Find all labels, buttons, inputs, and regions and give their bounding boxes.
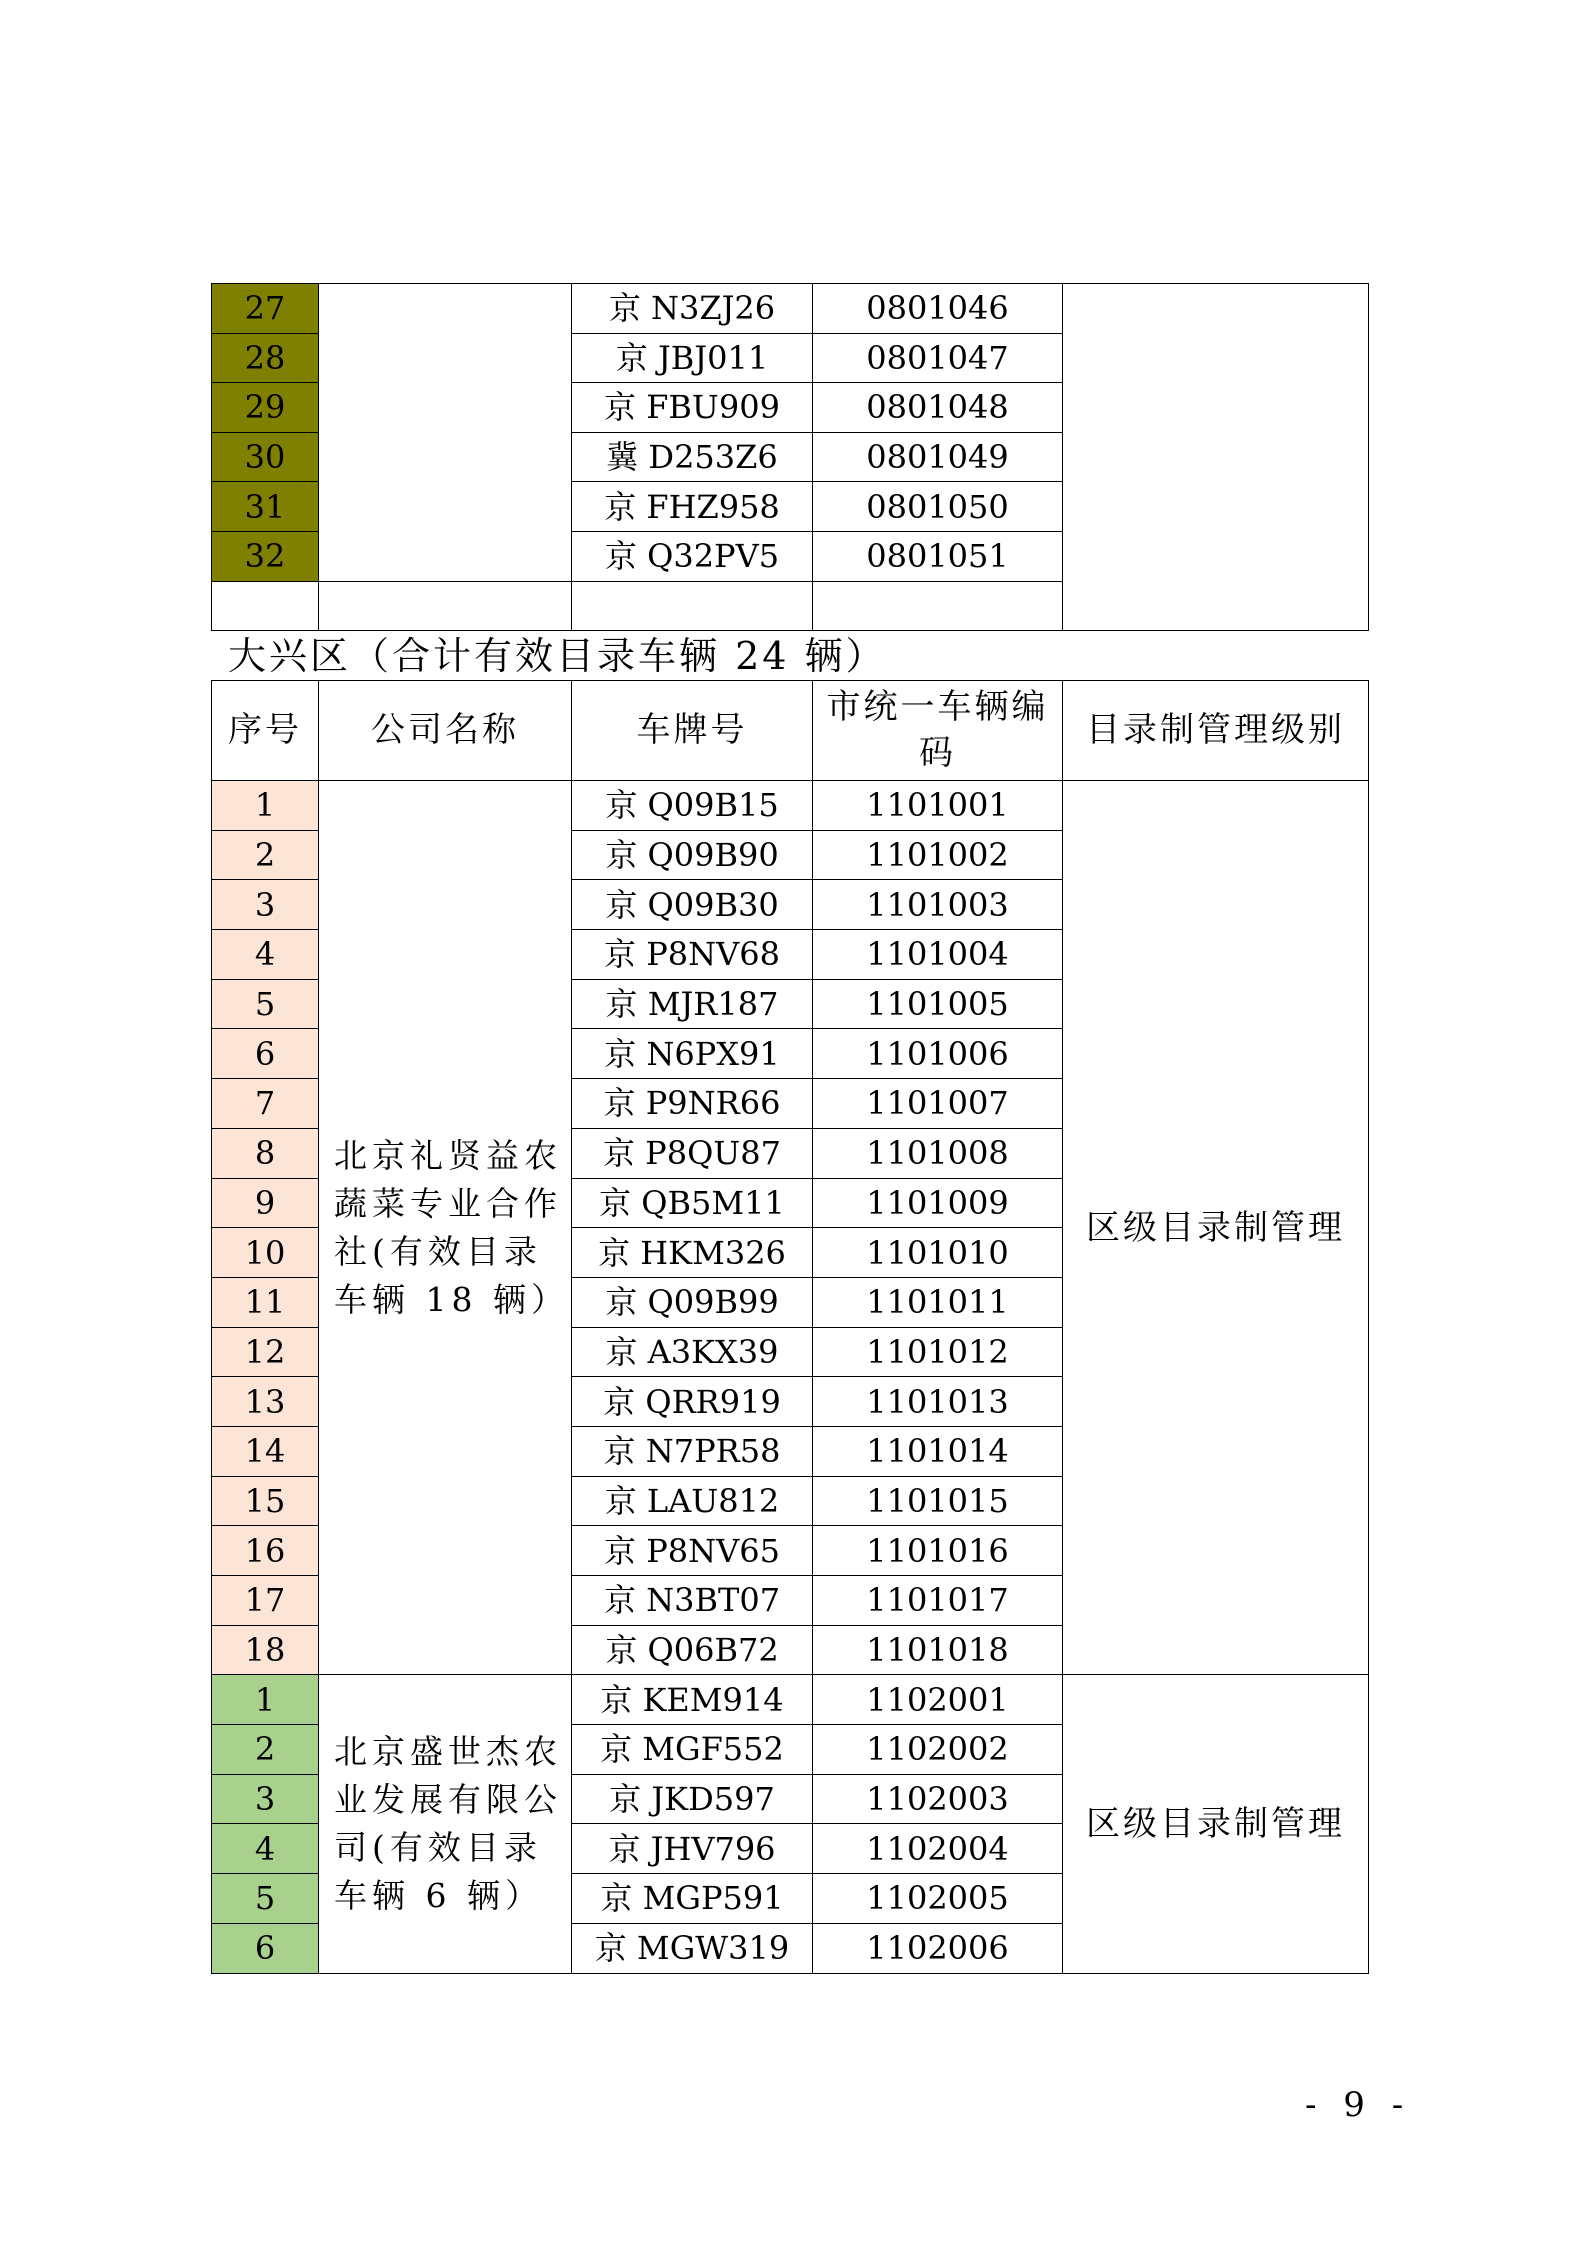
table-row — [212, 781, 1369, 831]
plate-cell: 京 N7PR58 — [572, 1426, 813, 1476]
vehicle-code-cell: 1101012 — [813, 1327, 1063, 1377]
seq-cell: 29 — [212, 383, 319, 433]
vehicle-code-cell: 1101007 — [813, 1079, 1063, 1129]
seq-cell: 32 — [212, 531, 319, 581]
vehicle-code-cell: 0801048 — [813, 383, 1063, 433]
seq-cell: 18 — [212, 1625, 319, 1675]
vehicle-code-cell: 1101010 — [813, 1228, 1063, 1278]
vehicle-code-cell: 0801049 — [813, 432, 1063, 482]
seq-cell — [212, 581, 319, 631]
plate-cell: 京 JHV796 — [572, 1824, 813, 1874]
seq-cell: 4 — [212, 930, 319, 980]
plate-cell: 京 LAU812 — [572, 1476, 813, 1526]
vehicle-code-cell: 1101011 — [813, 1277, 1063, 1327]
header-company: 公司名称 — [319, 681, 572, 781]
vehicle-code-cell: 1101014 — [813, 1426, 1063, 1476]
plate-cell: 京 N6PX91 — [572, 1029, 813, 1079]
seq-cell: 5 — [212, 979, 319, 1029]
vehicle-code-cell — [813, 581, 1063, 631]
header-plate: 车牌号 — [572, 681, 813, 781]
continued-vehicle-table — [211, 283, 1369, 631]
header-seq: 序号 — [212, 681, 319, 781]
page-number: - 9 - — [1305, 2085, 1412, 2125]
plate-cell: 京 FHZ958 — [572, 482, 813, 532]
vehicle-code-cell: 1102001 — [813, 1675, 1063, 1725]
seq-cell: 1 — [212, 781, 319, 831]
plate-cell: 京 P8NV68 — [572, 930, 813, 980]
table-row — [212, 1675, 1369, 1725]
seq-cell: 5 — [212, 1874, 319, 1924]
plate-cell: 冀 D253Z6 — [572, 432, 813, 482]
company-name-cell: 北京盛世杰农业发展有限公司(有效目录车辆 6 辆） — [319, 1675, 572, 1973]
plate-cell — [572, 581, 813, 631]
seq-cell: 13 — [212, 1377, 319, 1427]
seq-cell: 8 — [212, 1128, 319, 1178]
vehicle-code-cell: 1101008 — [813, 1128, 1063, 1178]
seq-cell: 14 — [212, 1426, 319, 1476]
vehicle-code-cell: 1101001 — [813, 781, 1063, 831]
seq-cell: 3 — [212, 880, 319, 930]
vehicle-code-cell: 1102005 — [813, 1874, 1063, 1924]
vehicle-code-cell: 0801050 — [813, 482, 1063, 532]
seq-cell: 11 — [212, 1277, 319, 1327]
vehicle-code-cell: 1102004 — [813, 1824, 1063, 1874]
seq-cell: 10 — [212, 1228, 319, 1278]
table-header-row — [212, 681, 1369, 781]
seq-cell: 27 — [212, 284, 319, 334]
seq-cell: 12 — [212, 1327, 319, 1377]
vehicle-code-cell: 1101018 — [813, 1625, 1063, 1675]
daxing-vehicle-table — [211, 680, 1369, 1974]
vehicle-code-cell: 1101005 — [813, 979, 1063, 1029]
plate-cell: 京 JKD597 — [572, 1774, 813, 1824]
vehicle-code-cell: 1101002 — [813, 830, 1063, 880]
vehicle-code-cell: 1101017 — [813, 1576, 1063, 1626]
table-row — [212, 284, 1369, 334]
plate-cell: 京 MJR187 — [572, 979, 813, 1029]
header-code: 市统一车辆编码 — [813, 681, 1063, 781]
vehicle-code-cell: 1101013 — [813, 1377, 1063, 1427]
plate-cell: 京 KEM914 — [572, 1675, 813, 1725]
seq-cell: 9 — [212, 1178, 319, 1228]
seq-cell: 28 — [212, 333, 319, 383]
header-level: 目录制管理级别 — [1063, 681, 1369, 781]
plate-cell: 京 FBU909 — [572, 383, 813, 433]
seq-cell: 16 — [212, 1526, 319, 1576]
vehicle-code-cell: 0801046 — [813, 284, 1063, 334]
vehicle-code-cell: 1101016 — [813, 1526, 1063, 1576]
management-level-cell: 区级目录制管理 — [1063, 1675, 1369, 1973]
level-cell — [1063, 284, 1369, 631]
seq-cell: 31 — [212, 482, 319, 532]
plate-cell: 京 A3KX39 — [572, 1327, 813, 1377]
plate-cell: 京 MGP591 — [572, 1874, 813, 1924]
seq-cell: 6 — [212, 1029, 319, 1079]
seq-cell: 30 — [212, 432, 319, 482]
seq-cell: 3 — [212, 1774, 319, 1824]
plate-cell: 京 N3ZJ26 — [572, 284, 813, 334]
plate-cell: 京 Q06B72 — [572, 1625, 813, 1675]
plate-cell: 京 Q32PV5 — [572, 531, 813, 581]
plate-cell: 京 QB5M11 — [572, 1178, 813, 1228]
plate-cell: 京 JBJ011 — [572, 333, 813, 383]
plate-cell: 京 Q09B99 — [572, 1277, 813, 1327]
company-name-cell: 北京礼贤益农蔬菜专业合作社(有效目录车辆 18 辆） — [319, 781, 572, 1675]
vehicle-code-cell: 1101009 — [813, 1178, 1063, 1228]
plate-cell: 京 QRR919 — [572, 1377, 813, 1427]
vehicle-code-cell: 1102003 — [813, 1774, 1063, 1824]
company-cell — [319, 284, 572, 582]
company-cell — [319, 581, 572, 631]
seq-cell: 6 — [212, 1923, 319, 1973]
plate-cell: 京 P8NV65 — [572, 1526, 813, 1576]
seq-cell: 17 — [212, 1576, 319, 1626]
vehicle-code-cell: 1102006 — [813, 1923, 1063, 1973]
plate-cell: 京 P9NR66 — [572, 1079, 813, 1129]
plate-cell: 京 Q09B15 — [572, 781, 813, 831]
vehicle-code-cell: 0801047 — [813, 333, 1063, 383]
seq-cell: 2 — [212, 830, 319, 880]
plate-cell: 京 P8QU87 — [572, 1128, 813, 1178]
seq-cell: 2 — [212, 1725, 319, 1775]
vehicle-code-cell: 0801051 — [813, 531, 1063, 581]
plate-cell: 京 MGF552 — [572, 1725, 813, 1775]
seq-cell: 7 — [212, 1079, 319, 1129]
plate-cell: 京 MGW319 — [572, 1923, 813, 1973]
vehicle-code-cell: 1101004 — [813, 930, 1063, 980]
vehicle-code-cell: 1101003 — [813, 880, 1063, 930]
vehicle-code-cell: 1102002 — [813, 1725, 1063, 1775]
plate-cell: 京 N3BT07 — [572, 1576, 813, 1626]
seq-cell: 1 — [212, 1675, 319, 1725]
vehicle-code-cell: 1101006 — [813, 1029, 1063, 1079]
management-level-cell: 区级目录制管理 — [1063, 781, 1369, 1675]
vehicle-code-cell: 1101015 — [813, 1476, 1063, 1526]
plate-cell: 京 HKM326 — [572, 1228, 813, 1278]
plate-cell: 京 Q09B90 — [572, 830, 813, 880]
section-title-daxing: 大兴区（合计有效目录车辆 24 辆） — [228, 634, 887, 678]
plate-cell: 京 Q09B30 — [572, 880, 813, 930]
seq-cell: 4 — [212, 1824, 319, 1874]
seq-cell: 15 — [212, 1476, 319, 1526]
